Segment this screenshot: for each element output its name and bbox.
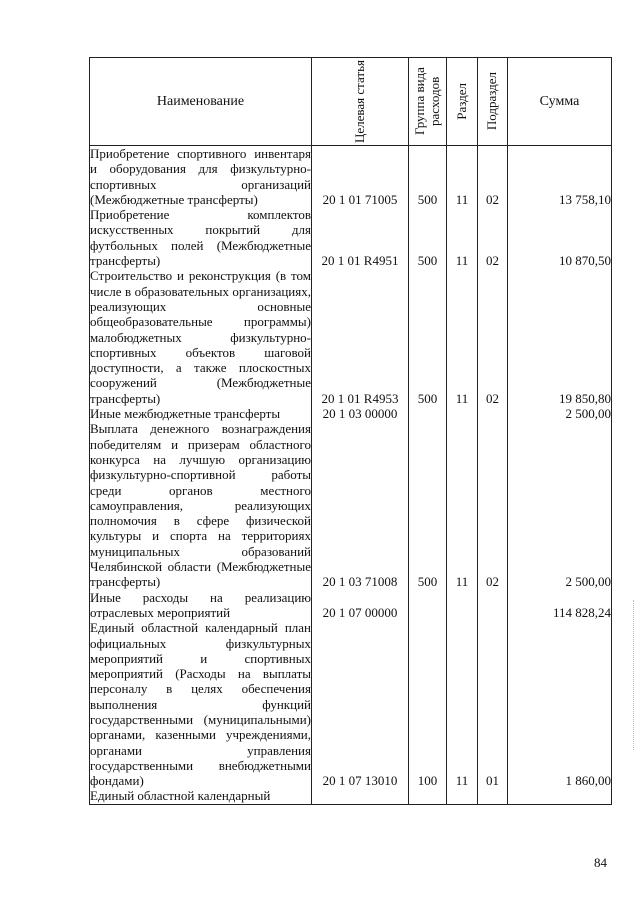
table-row <box>90 421 612 589</box>
row-sum: 10 870,50 <box>508 207 612 268</box>
table-row <box>90 207 612 268</box>
row-group-code: 500 <box>409 146 447 208</box>
row-target-code: 20 1 01 R4953 <box>312 268 409 406</box>
table-row <box>90 590 612 621</box>
header-section <box>447 58 478 146</box>
header-subsection-label: Подраздел <box>484 72 500 131</box>
row-sum: 2 500,00 <box>508 406 612 421</box>
row-group-code: 100 <box>409 620 447 788</box>
row-group-code <box>409 788 447 804</box>
row-sum: 2 500,00 <box>508 421 612 589</box>
row-sum: 19 850,80 <box>508 268 612 406</box>
row-target-code: 20 1 07 13010 <box>312 620 409 788</box>
row-subsection <box>478 406 508 421</box>
row-section: 11 <box>447 268 478 406</box>
row-target-code: 20 1 01 R4951 <box>312 207 409 268</box>
row-target-code: 20 1 01 71005 <box>312 146 409 208</box>
row-name: Приобретение комплектов искусственных покрытий для футбольных полей (Межбюджетные трансферты) <box>90 207 311 269</box>
row-subsection: 02 <box>478 146 508 208</box>
row-group-code <box>409 406 447 421</box>
row-group-code: 500 <box>409 207 447 268</box>
scan-edge-mark <box>633 600 635 750</box>
row-subsection: 01 <box>478 620 508 788</box>
header-name: Наименование <box>90 58 312 146</box>
row-name: Приобретение спортивного инвентаря и оборудования для физкультурно-спортивных организаций (Межбюджетные трансферты) <box>90 146 311 207</box>
row-sum <box>508 788 612 804</box>
row-group-code: 500 <box>409 421 447 589</box>
header-target-label: Целевая статья <box>351 59 367 143</box>
row-subsection <box>478 788 508 804</box>
table-row <box>90 146 612 208</box>
header-subsection <box>478 58 508 146</box>
table-row <box>90 788 612 804</box>
row-section: 11 <box>447 620 478 788</box>
row-group-code: 500 <box>409 268 447 406</box>
row-name: Единый областной календарный план официальных физкультурных мероприятий и спортивных мероприятий (Расходы на выплаты персоналу в целях обеспечения выполнения функций государственными (муниципальными) органами, казенными учреждениями, органами управления государственными внебюджетными фондами) <box>90 620 311 789</box>
row-name: Единый областной календарный <box>90 788 312 804</box>
row-subsection: 02 <box>478 207 508 268</box>
row-sum: 1 860,00 <box>508 620 612 788</box>
row-target-code <box>312 788 409 804</box>
row-name: Строительство и реконструкция (в том числе в образовательных организациях, реализующих основные общеобразовательные программы) малобюджетных физкультурно-спортивных объектов шаговой доступности, а также плоскостных сооружений (Межбюджетные трансферты) <box>90 268 311 406</box>
header-section-label: Раздел <box>453 83 469 120</box>
header-row <box>90 58 612 146</box>
row-section <box>447 590 478 621</box>
row-section: 11 <box>447 421 478 589</box>
header-target <box>312 58 409 146</box>
row-subsection: 02 <box>478 268 508 406</box>
budget-table <box>89 57 612 805</box>
row-subsection <box>478 590 508 621</box>
header-sum: Сумма <box>508 58 612 146</box>
row-name: Иные расходы на реализацию отраслевых мероприятий <box>90 589 311 620</box>
row-section <box>447 406 478 421</box>
row-target-code: 20 1 03 00000 <box>312 406 409 421</box>
row-group-code <box>409 590 447 621</box>
table-row <box>90 268 612 406</box>
table-row <box>90 620 612 788</box>
row-target-code: 20 1 07 00000 <box>312 590 409 621</box>
row-name: Иные межбюджетные трансферты <box>90 406 312 421</box>
row-section: 11 <box>447 207 478 268</box>
page-number: 84 <box>594 855 607 870</box>
row-sum: 114 828,24 <box>508 590 612 621</box>
row-section <box>447 788 478 804</box>
header-group-label: Группа вида расходов <box>411 67 442 136</box>
row-sum: 13 758,10 <box>508 146 612 208</box>
row-name: Выплата денежного вознаграждения победителям и призерам областного конкурса на лучшую организацию физкультурно-спортивной работы среди органов местного самоуправления, реализующих полномочия в сфере физической культуры и спорта на территориях муниципальных образований Челябинской области (Межбюджетные трансферты) <box>90 421 311 590</box>
header-group <box>409 58 447 146</box>
table-row <box>90 406 612 421</box>
row-section: 11 <box>447 146 478 208</box>
row-target-code: 20 1 03 71008 <box>312 421 409 589</box>
row-subsection: 02 <box>478 421 508 589</box>
